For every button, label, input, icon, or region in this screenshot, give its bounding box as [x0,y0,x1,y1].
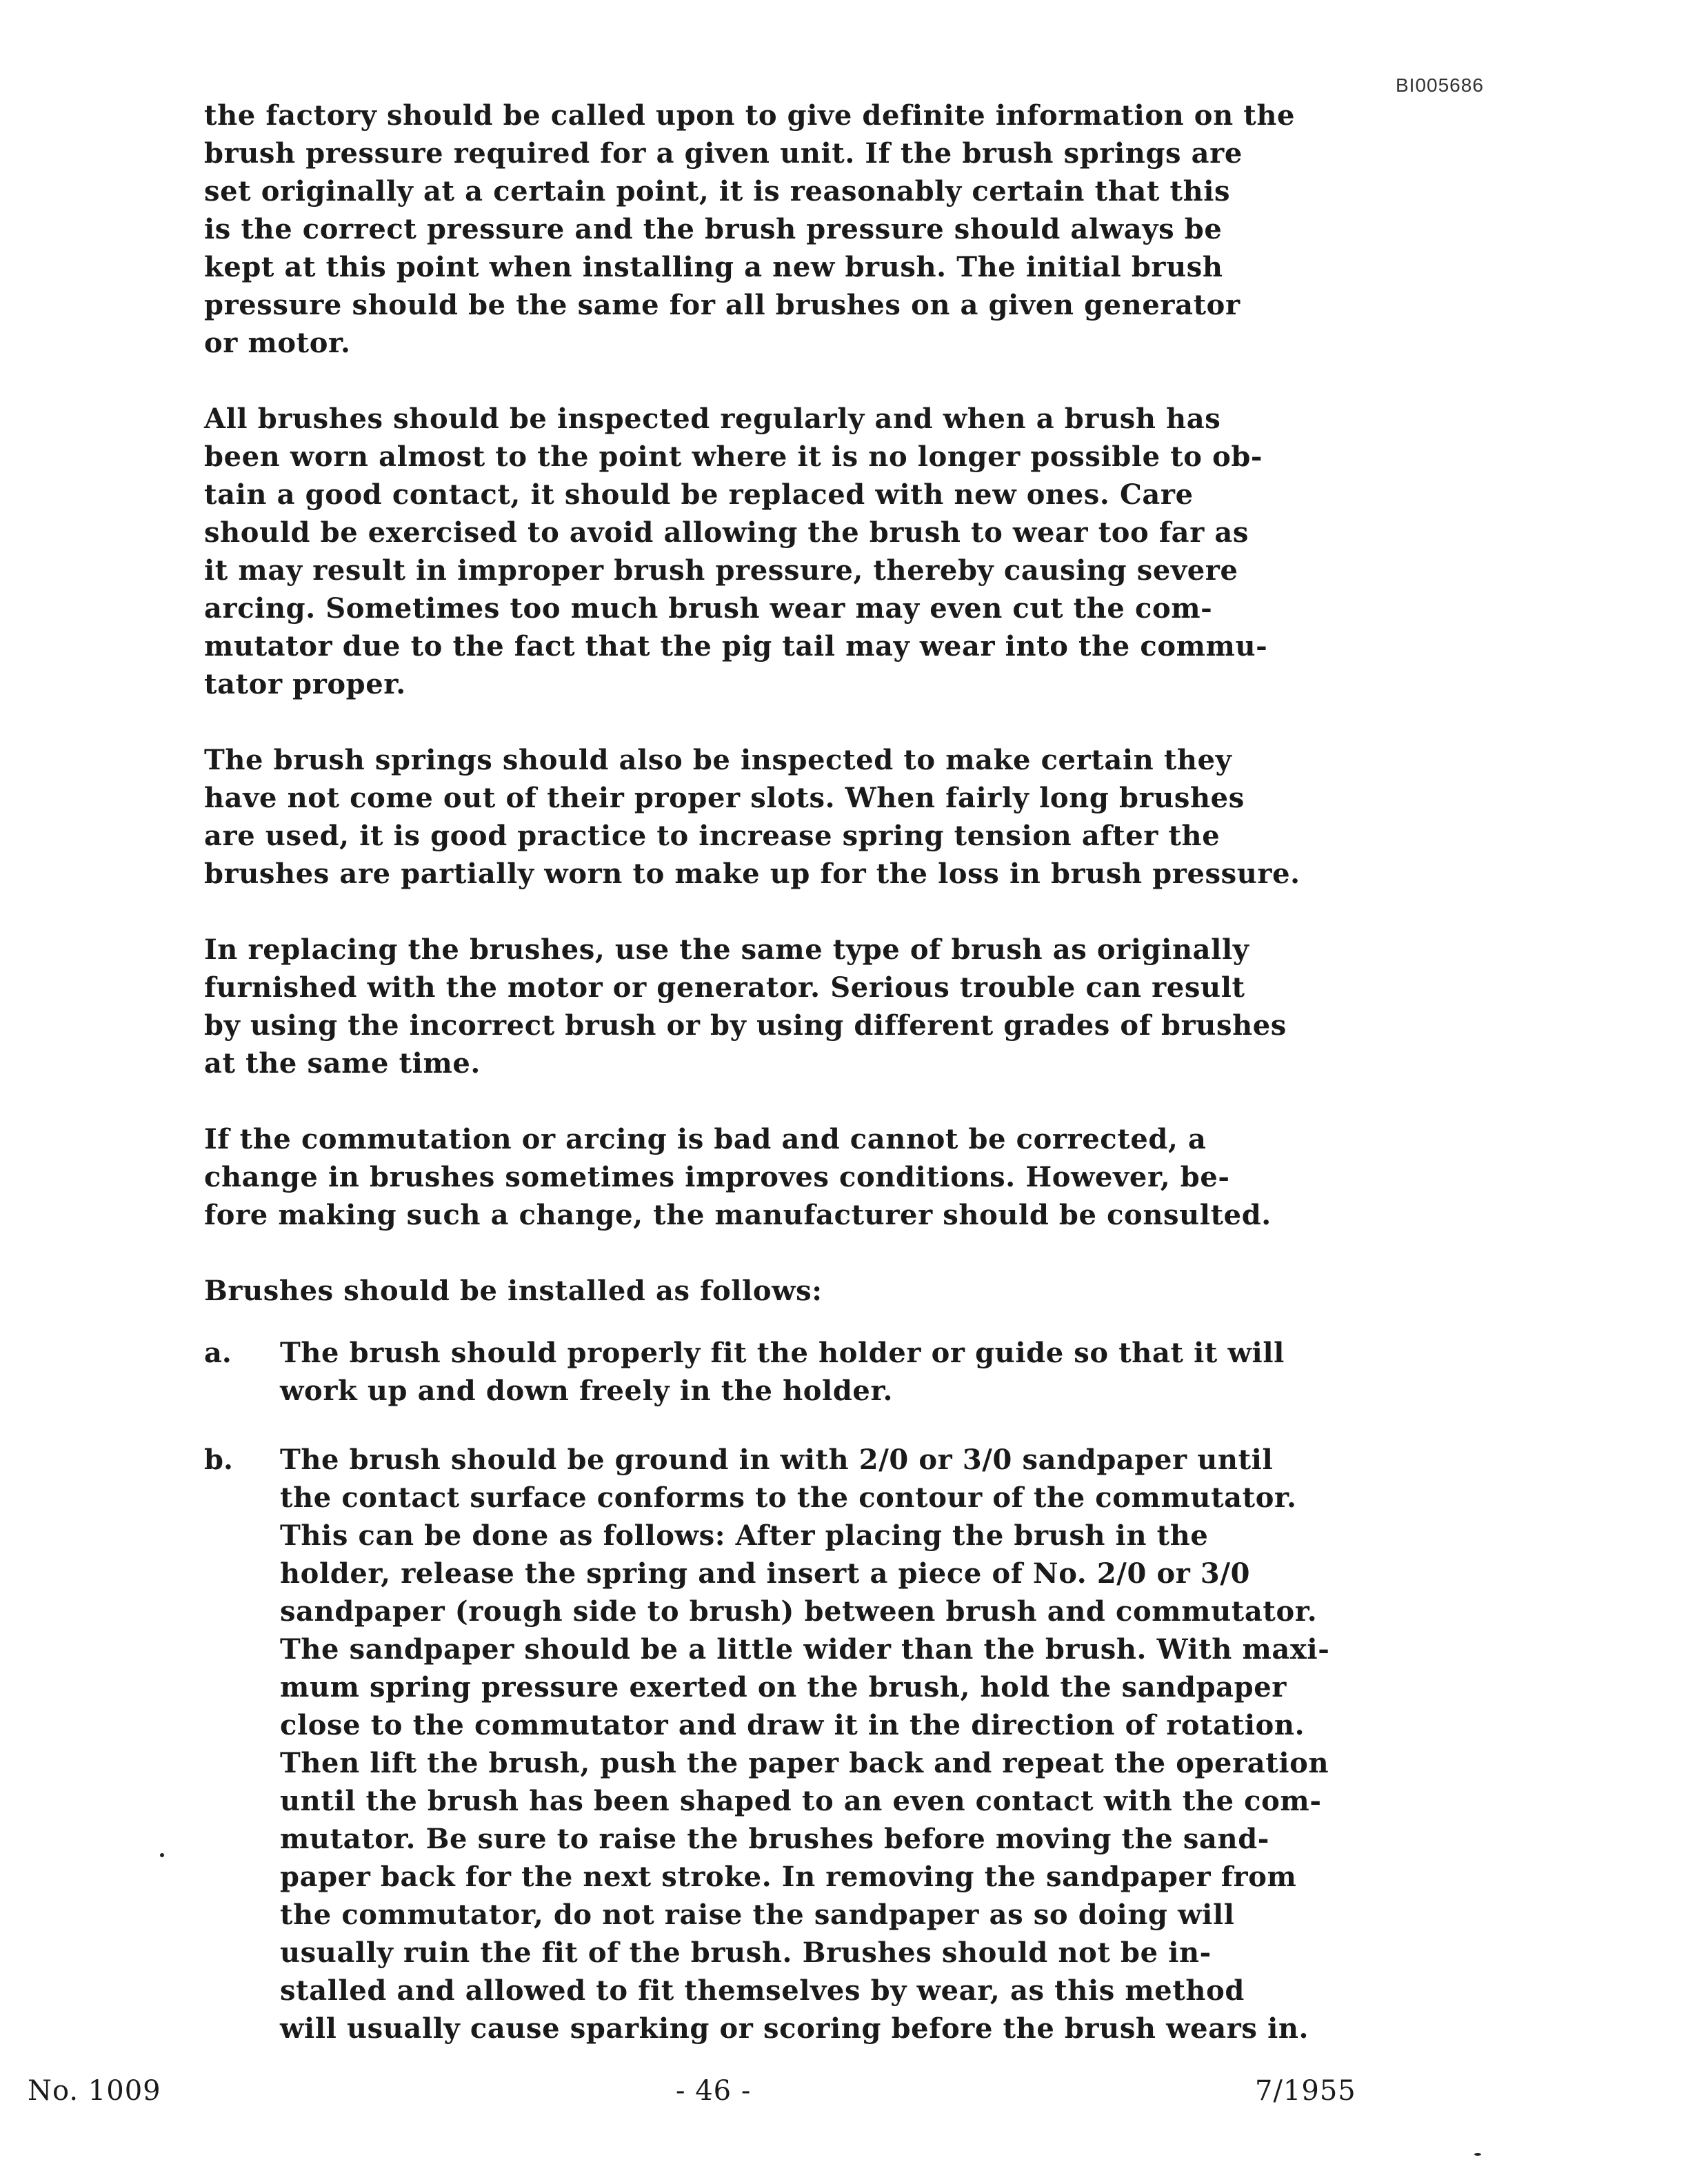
footer-page-number: - 46 - [676,2075,752,2107]
list-item [204,1334,1418,1410]
paragraph: All brushes should be inspected regularly and when a brush has been worn almost to the point where it is no longer possible to ob- tain a good contact, it should be replaced with new ones. Care should be exercised to avoid allowing the brush to wear too far as it may result in improper brush pressure, thereby causing severe arcing. Sometimes too much brush wear may even cut the com- mutator due to the fact that the pig tail may wear into the commu- tator proper. [204,403,1268,700]
paragraph: the factory should be called upon to give definite information on the brush pressure required for a given unit. If the brush springs are set originally at a certain point, it is reasonably certain that this is the correct pressure and the brush pressure should always be kept at this point when installing a new brush. The initial brush pressure should be the same for all brushes on a given generator or motor. [204,99,1296,359]
list-intro: Brushes should be installed as follows: [204,1275,823,1307]
footer-date: 7/1955 [1255,2075,1356,2107]
list-item [204,1441,1418,2048]
paragraph: In replacing the brushes, use the same type of brush as originally furnished with the motor or generator. Serious trouble can result by using the incorrect brush or by using different grades of brushes at the same time. [204,933,1287,1080]
footer-doc-number: No. 1009 [28,2075,161,2107]
list-item-text: The brush should properly fit the holder or guide so that it will work up and down freely in the holder. [280,1337,1285,1407]
body-text [204,97,1418,2079]
list-marker: a. [204,1337,232,1369]
scan-speck [1474,2153,1481,2156]
list-marker: b. [204,1444,233,1476]
paragraph: If the commutation or arcing is bad and cannot be corrected, a change in brushes sometimes improves conditions. However, be- fore making such a change, the manufacturer should be consulted. [204,1123,1272,1231]
document-id: BI005686 [1396,74,1484,96]
list-item-text: The brush should be ground in with 2/0 or 3/0 sandpaper until the contact surface conforms to the contour of the commutator. This can be done as follows: After placing the brush in the holder, release the spring and insert a piece of No. 2/0 or 3/0 sandpaper (rough side to brush) between brush and commutator. The sandpaper should be a little wider than the brush. With maxi- mum spring pressure exerted on the brush, hold the sandpaper close to the commutator and draw it in the direction of rotation. Then lift the brush, push the paper back and repeat the operation until the brush has been shaped to an even contact with the com- mutator. Be sure to raise the brushes before moving the sand- paper back for the next stroke. In removing the sandpaper from the commutator, do not raise the sandpaper as so doing will usually ruin the fit of the brush. Brushes should not be in- stalled and allowed to fit themselves by wear, as this method will usually cause sparking or scoring before the brush wears in. [280,1444,1330,2045]
paragraph: The brush springs should also be inspected to make certain they have not come out of their proper slots. When fairly long brushes are used, it is good practice to increase spring tension after the brushes are partially worn to make up for the loss in brush pressure. [204,744,1300,890]
scan-speck [160,1853,164,1857]
